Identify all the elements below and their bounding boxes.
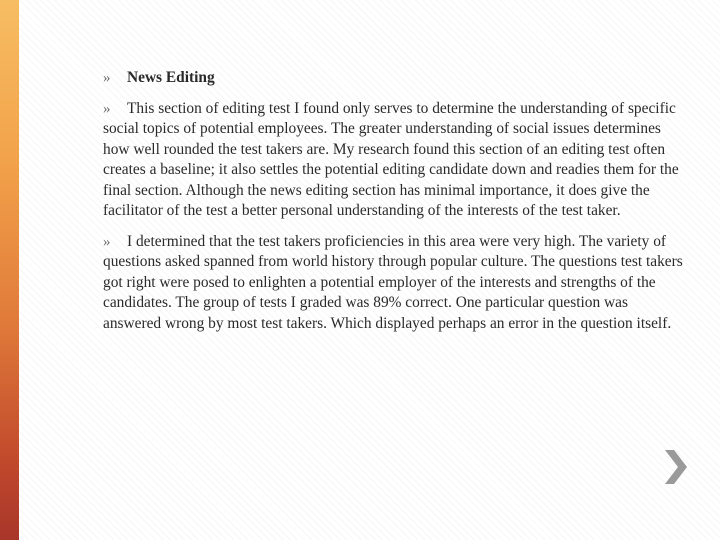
bullet-mark: »: [103, 70, 111, 86]
paragraph-text: I determined that the test takers proficiencies in this area were very high. The variety of questions asked spanned from world history through popular culture. The questions test takers got right were posed to enlighten a potential employer of the interests and strengths of the candidates. The group of tests I graded was 89% correct. One particular question was answered wrong by most test takers. Which displayed perhaps an error in the question itself.: [103, 232, 683, 332]
bullet-mark: »: [103, 100, 111, 117]
bullet-paragraph: [103, 232, 683, 335]
bullet-paragraph: [103, 99, 683, 222]
paragraph-text: This section of editing test I found only serves to determine the understanding of specific social topics of potential employees. The greater understanding of social issues determines how well rounded the test takers are. My research found this section of an editing test often creates a baseline; it also settles the potential editing candidate down and readies them for the final section. Although the news editing section has minimal importance, it does give the facilitator of the test a better personal understanding of the interests of the test taker.: [103, 99, 679, 219]
slide-heading: News Editing: [127, 69, 215, 86]
chevron-right-icon: [661, 447, 691, 487]
bullet-mark: »: [103, 233, 111, 250]
next-slide-button[interactable]: [661, 447, 691, 487]
slide-content: [103, 68, 683, 344]
decorative-sidebar: [0, 0, 19, 540]
bullet-heading: [103, 68, 683, 89]
